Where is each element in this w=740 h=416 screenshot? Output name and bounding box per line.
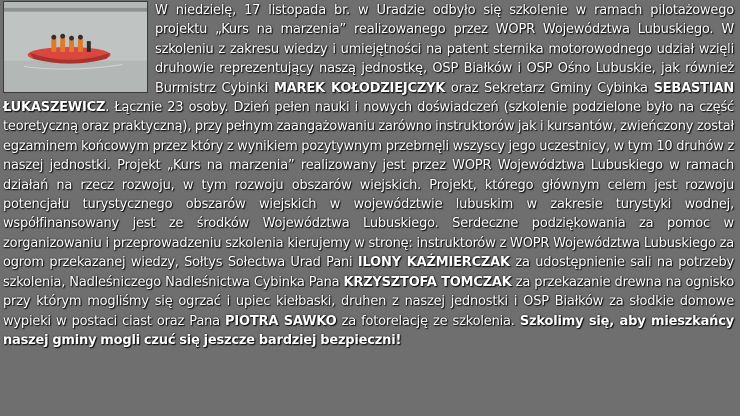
body-text: oraz Sekretarz Gminy Cybinka <box>445 80 654 96</box>
body-text: za udostępnienie sali na potrzeby szkolenia, Nadleśniczego Nadleśnictwa Cybinka Pana <box>3 255 735 290</box>
body-text: W niedzielę, 17 listopada br. w Uradzie odbyło się szkolenie w ramach pilotażowego projektu „Kurs na marzenia” realizowanego przez WOPR Województwa Lubuskiego. W szkoleniu z zakresu wiedzy i umiejętności na patent sternika motorowodnego udział wzięli druhowie reprezentujący naszą jednostkę, OSP Białków i OSP Ośno Lubuskie, jak również Burmistrz Cybinki <box>155 3 734 96</box>
bold-name-text: MAREK KOŁODZIEJCZYK <box>273 80 446 96</box>
bold-name-text: Szkolimy się, aby mieszkańcy naszej gminy mogli czuć się jeszcze bardziej bezpieczni! <box>3 313 734 348</box>
bold-name-text: KRZYSZTOFA TOMCZAK <box>343 274 512 290</box>
body-text: . Łącznie 23 osoby. Dzień pełen nauki i nowych doświadczeń (szkolenie podzielone było na część teoretyczną oraz praktyczną), przy pełnym zaangażowaniu zarówno instruktorów jak i kursantów, zwieńczony został egzaminem końcowym przez który z wynikiem pozytywnym przebrnęli wszyscy jego uczestnicy, w tym 10 druhów z naszej jednostki. Projekt „Kurs na marzenia” realizowany jest przez WOPR Województwa Lubuskiego w ramach działań na rzecz rozwoju, w tym rozwoju obszarów wiejskich. Projekt, którego głównym celem jest rozwoju potencjału turystycznego obszarów wiejskich w województwie lubuskim w zakresie turystyki wodnej, współfinansowany jest ze środków Województwa Lubuskiego. Serdeczne podziękowania za pomoc w zorganizowaniu i przeprowadzeniu szkolenia kierujemy w stronę: instruktorów z WOPR Województwa Lubuskiego za ogrom przekazanej wiedzy, Sołtys Sołectwa Urad Pani <box>3 100 734 271</box>
bold-name-text: SEBASTIAN ŁUKASZEWICZ <box>3 80 734 116</box>
article-photo <box>3 1 148 93</box>
bold-name-text: PIOTRA SAWKO <box>225 313 337 329</box>
boat-photo-image <box>4 2 147 92</box>
body-text: za przekazanie drewna na ognisko przy którym mogliśmy się ogrzać i upiec kiełbaski, druhen z naszej jednostki i OSP Białków za słodkie domowe wypieki w postaci ciast oraz Pana <box>3 274 734 329</box>
body-text: za fotorelację ze szkolenia. <box>336 313 520 329</box>
bold-name-text: ILONY KAŹMIERCZAK <box>357 255 510 271</box>
